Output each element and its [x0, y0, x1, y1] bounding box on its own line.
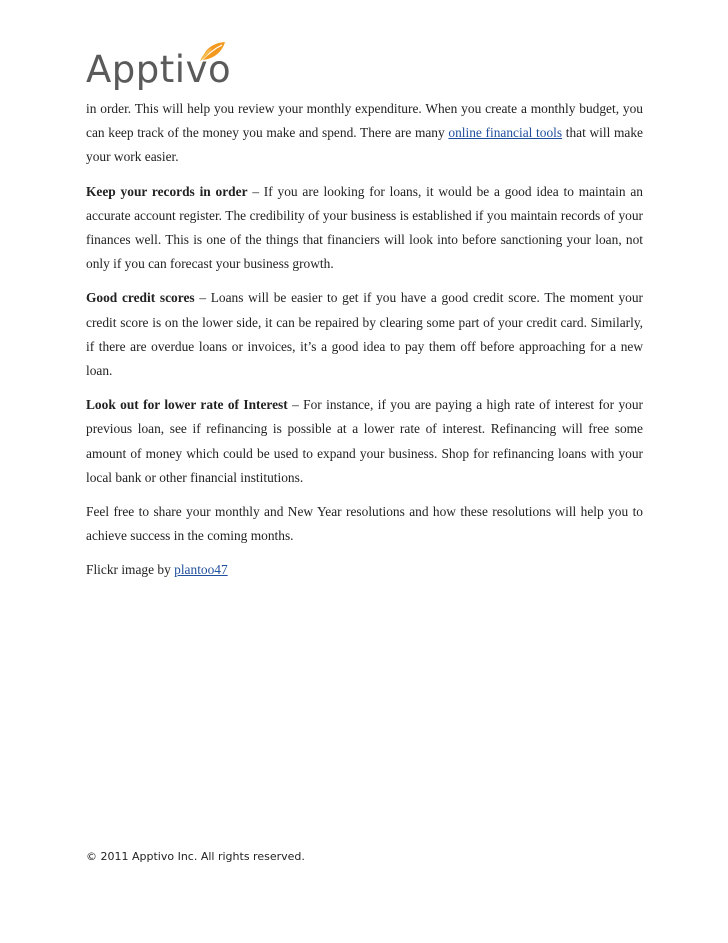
apptivo-logo	[86, 40, 236, 92]
paragraph-text: that will make your work easier.	[86, 125, 643, 165]
paragraph-heading: Good credit scores	[86, 290, 195, 306]
logo-wordmark: Apptivo	[86, 48, 232, 91]
paragraph-image-credit	[86, 558, 643, 582]
paragraph-text: – If you are looking for loans, it would be a good idea to maintain an accurate account register. The credibility of your business is established if you maintain records of your finances well. This is one of the things that financiers will look into before sanctioning your loan, not only if you can forecast your business growth.	[86, 183, 643, 272]
plantoo47-link[interactable]: plantoo47	[174, 562, 228, 578]
online-financial-tools-link[interactable]: online financial tools	[448, 125, 563, 141]
paragraph-records	[86, 180, 643, 277]
paragraph-credit-scores	[86, 286, 643, 383]
article-body	[86, 97, 643, 593]
paragraph-heading: Keep your records in order	[86, 183, 248, 199]
paragraph-interest	[86, 393, 643, 490]
paragraph-resolutions: Feel free to share your monthly and New Year resolutions and how these resolutions will help you to achieve success in the coming months.	[86, 504, 643, 544]
copyright-footer: © 2011 Apptivo Inc. All rights reserved.	[86, 850, 305, 863]
paragraph-text: Flickr image by	[86, 562, 175, 578]
paragraph-text: – For instance, if you are paying a high rate of interest for your previous loan, see if refinancing is possible at a lower rate of interest. Refinancing will free some amount of money which could be used to expand your business. Shop for refinancing loans with your local bank or other financial institutions.	[86, 397, 643, 485]
paragraph-text: – Loans will be easier to get if you have a good credit score. The moment your credit score is on the lower side, it can be repaired by clearing some part of your credit card. Similarly, if there are overdue loans or invoices, it’s a good idea to pay them off before approaching for a new loan.	[86, 290, 643, 379]
paragraph-budget	[86, 97, 643, 170]
paragraph-heading: Look out for lower rate of Interest	[86, 397, 288, 413]
paragraph-text: in order. This will help you review your monthly expenditure. When you create a monthly budget, you can keep track of the money you make and spend. There are many	[86, 101, 643, 141]
